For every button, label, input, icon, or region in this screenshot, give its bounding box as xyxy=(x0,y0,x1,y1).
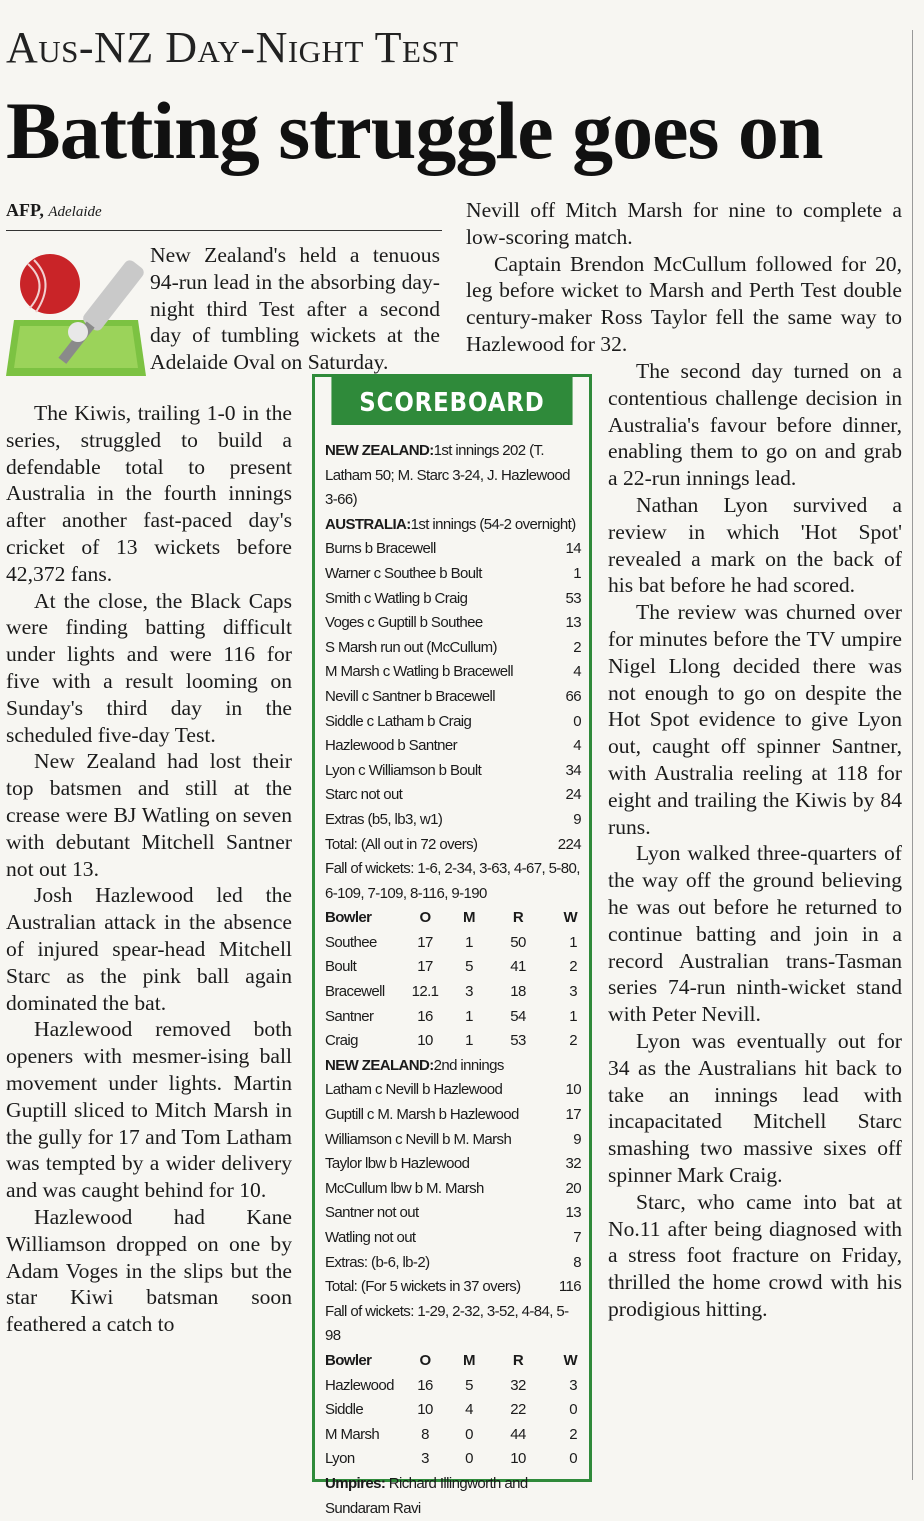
bowling-header xyxy=(325,906,581,931)
bowling-cell: Craig xyxy=(325,1032,358,1050)
batsman-runs: 4 xyxy=(573,737,581,755)
batsman-name: Smith c Watling b Craig xyxy=(325,589,468,607)
bowling-cell: 3 xyxy=(421,1450,429,1468)
batting-row xyxy=(325,562,581,587)
batting-row xyxy=(325,808,581,833)
batsman-runs: 7 xyxy=(573,1229,581,1246)
paragraph: New Zealand had lost their top batsmen and still at the crease were BJ Watling on seven with debutant Mitchell Santner not out 13. xyxy=(6,749,292,881)
bowling-row xyxy=(325,931,581,956)
batting-row xyxy=(325,1103,581,1128)
bowling-cell: 41 xyxy=(510,958,526,976)
header-cell: W xyxy=(563,909,577,927)
kicker: Aus-NZ Day-Night Test xyxy=(6,23,459,72)
batsman-runs: 24 xyxy=(565,786,581,804)
headline: Batting struggle goes on xyxy=(6,85,823,176)
batsman-runs: 32 xyxy=(565,1155,581,1173)
batsman-name: Latham c Nevill b Hazlewood xyxy=(325,1081,503,1099)
batsman-name: Extras (b5, lb3, w1) xyxy=(325,810,443,828)
bowling-cell: Santner xyxy=(325,1007,374,1025)
batsman-runs: 9 xyxy=(573,810,581,828)
innings-summary: 2nd innings xyxy=(433,1056,504,1074)
bowling-cell: Lyon xyxy=(325,1450,355,1468)
lead-paragraph xyxy=(150,242,440,376)
header-cell: M xyxy=(463,1351,475,1369)
umpires xyxy=(325,1472,581,1521)
umpires-names: Richard Illingworth and Sundaram Ravi xyxy=(325,1474,528,1517)
scoreboard-title: SCOREBOARD xyxy=(331,377,572,425)
nz-fall-of-wickets: Fall of wickets: 1-29, 2-32, 3-52, 4-84, 5-98 xyxy=(325,1302,569,1345)
bowling-cell: 53 xyxy=(510,1032,526,1050)
bowling-cell: 18 xyxy=(510,983,526,1001)
nz-bowling-table xyxy=(325,931,581,1054)
column-rule xyxy=(912,30,913,1480)
bowling-cell: 1 xyxy=(465,1007,473,1025)
batsman-name: Santner not out xyxy=(325,1204,419,1222)
bowling-cell: 0 xyxy=(569,1450,577,1468)
batsman-runs: 8 xyxy=(573,1253,581,1271)
batsman-name: Extras: (b-6, lb-2) xyxy=(325,1253,430,1271)
batsman-name: Williamson c Nevill b M. Marsh xyxy=(325,1130,512,1148)
bowling-cell: 2 xyxy=(569,1032,577,1050)
batting-row xyxy=(325,759,581,784)
bowling-header xyxy=(325,1349,581,1374)
paragraph: Hazlewood removed both openers with mesmer-ising ball movement under lights. Martin Guptill sliced to Mitch Marsh in the gully for 17 and Tom Latham was tempted by a wider delivery and was caught behind for 10. xyxy=(6,1017,292,1203)
bowling-cell: 3 xyxy=(569,1376,577,1394)
bowling-cell: 12.1 xyxy=(411,983,439,1001)
nz-second-innings-heading xyxy=(325,1054,581,1079)
batsman-runs: 17 xyxy=(565,1106,581,1124)
batsman-name: Total: (All out in 72 overs) xyxy=(325,835,478,853)
cricket-ball-and-bat-icon xyxy=(6,248,146,376)
batsman-name: Nevill c Santner b Bracewell xyxy=(325,687,495,705)
bowling-cell: 8 xyxy=(421,1425,429,1443)
batting-row xyxy=(325,611,581,636)
paragraph: Lyon walked three-quarters of the way off the ground believing he was out before he returned to continue batting and join in a record Australian trans-Tasman series 74-run ninth-wicket stand with Peter Nevill. xyxy=(608,841,902,1027)
batsman-name: Siddle c Latham b Craig xyxy=(325,712,472,730)
bowling-cell: 5 xyxy=(465,958,473,976)
batting-row xyxy=(325,537,581,562)
batsman-name: S Marsh run out (McCullum) xyxy=(325,638,497,656)
bowling-cell: 4 xyxy=(465,1401,473,1419)
batsman-name: Warner c Southee b Boult xyxy=(325,564,482,582)
bowling-row xyxy=(325,1398,581,1423)
paragraph: Nathan Lyon survived a review in which 'Hot Spot' revealed a mark on the back of his bat before he had scored. xyxy=(608,492,902,598)
bowling-cell: Bracewell xyxy=(325,983,385,1001)
bowling-row xyxy=(325,1029,581,1054)
byline xyxy=(6,200,102,221)
article-column-3 xyxy=(608,358,902,1323)
batting-row xyxy=(325,710,581,735)
bowling-cell: Boult xyxy=(325,958,357,976)
header-cell: O xyxy=(419,1351,431,1369)
batsman-runs: 116 xyxy=(558,1278,581,1296)
header-cell: R xyxy=(512,1351,524,1369)
bowling-cell: Southee xyxy=(325,933,377,951)
batsman-runs: 13 xyxy=(565,614,581,632)
bowling-cell: 5 xyxy=(465,1376,473,1394)
bowling-cell: 44 xyxy=(510,1425,526,1443)
batsman-runs: 1 xyxy=(573,564,581,582)
batsman-name: Total: (For 5 wickets in 37 overs) xyxy=(325,1278,521,1296)
byline-place: Adelaide xyxy=(48,204,102,220)
bowling-cell: 0 xyxy=(465,1425,473,1443)
bowling-cell: 17 xyxy=(417,933,433,951)
team-label: NEW ZEALAND: xyxy=(325,442,434,459)
batsman-runs: 10 xyxy=(565,1081,581,1099)
batting-row xyxy=(325,833,581,858)
paragraph: Josh Hazlewood led the Australian attack in the absence of injured spear-head Mitchell Starc as the pink ball again dominated the bat. xyxy=(6,883,292,1015)
bowling-cell: Hazlewood xyxy=(325,1376,394,1394)
batting-row xyxy=(325,587,581,612)
header-cell: Bowler xyxy=(325,1351,372,1369)
batsman-runs: 66 xyxy=(565,687,581,705)
nz-batting-list xyxy=(325,1078,581,1299)
bowling-cell: 10 xyxy=(510,1450,526,1468)
team-label: NEW ZEALAND: xyxy=(325,1056,434,1074)
bowling-cell: 50 xyxy=(510,933,526,951)
batting-row xyxy=(325,1201,581,1226)
batting-row xyxy=(325,1128,581,1153)
scoreboard-body xyxy=(315,425,589,1521)
bowling-cell: 22 xyxy=(510,1401,526,1419)
batting-row xyxy=(325,1226,581,1251)
batsman-runs: 9 xyxy=(573,1130,581,1148)
article-column-2 xyxy=(466,197,902,358)
aus-batting-list xyxy=(325,537,581,857)
batsman-runs: 13 xyxy=(565,1204,581,1222)
bowling-cell: 0 xyxy=(569,1401,577,1419)
batsman-name: Watling not out xyxy=(325,1229,416,1246)
scoreboard-box xyxy=(312,374,592,1517)
bowling-row xyxy=(325,1447,581,1472)
header-cell: R xyxy=(512,909,524,927)
batting-row xyxy=(325,783,581,808)
bowling-cell: 2 xyxy=(569,958,577,976)
header-cell: O xyxy=(419,909,431,927)
bowling-cell: 2 xyxy=(569,1425,577,1443)
paragraph: Nevill off Mitch Marsh for nine to complete a low-scoring match. xyxy=(466,198,902,249)
bowling-cell: M Marsh xyxy=(325,1425,380,1443)
paragraph: The review was churned over for minutes before the TV umpire Nigel Llong decided there was not enough to go on despite the Hot Spot evidence to give Lyon out, caught off spinner Santner, with Australia reeling at 118 for eight and trailing the Kiwis by 84 runs. xyxy=(608,600,902,839)
bowling-cell: 1 xyxy=(569,933,577,951)
batsman-name: M Marsh c Watling b Bracewell xyxy=(325,663,513,681)
bowling-cell: 1 xyxy=(465,1032,473,1050)
paragraph: Hazlewood had Kane Williamson dropped on one by Adam Voges in the slips but the star Kiwi batsman soon feathered a catch to xyxy=(6,1204,292,1337)
byline-rule xyxy=(6,230,442,231)
batting-row xyxy=(325,685,581,710)
batsman-name: Hazlewood b Santner xyxy=(325,737,458,755)
batsman-runs: 4 xyxy=(573,663,581,681)
batsman-runs: 14 xyxy=(565,540,581,558)
aus-innings-heading xyxy=(325,513,581,538)
bowling-row xyxy=(325,1374,581,1399)
batting-row xyxy=(325,1152,581,1177)
batsman-runs: 53 xyxy=(565,589,581,607)
bowling-row xyxy=(325,955,581,980)
batsman-runs: 20 xyxy=(565,1179,581,1197)
header-cell: Bowler xyxy=(325,909,372,927)
bowling-cell: 3 xyxy=(569,983,577,1001)
batsman-runs: 0 xyxy=(573,712,581,730)
nz-first-innings xyxy=(325,439,581,513)
paragraph: The second day turned on a contentious challenge decision in Australia's favour before dinner, enabling them to go on and grab a 22-run innings lead. xyxy=(608,359,902,491)
bowling-cell: 16 xyxy=(417,1007,433,1025)
batting-row xyxy=(325,1251,581,1276)
byline-agency: AFP, xyxy=(6,200,44,220)
paragraph: Captain Brendon McCullum followed for 20, leg before wicket to Marsh and Perth Test double century-maker Ross Taylor fell the same way to Hazlewood for 32. xyxy=(466,251,902,356)
batting-row xyxy=(325,734,581,759)
header-cell: W xyxy=(563,1351,577,1369)
bowling-cell: 32 xyxy=(510,1376,526,1394)
batsman-name: Guptill c M. Marsh b Hazlewood xyxy=(325,1106,519,1124)
innings-summary: 1st innings (54-2 overnight) xyxy=(410,515,576,533)
batsman-name: Voges c Guptill b Southee xyxy=(325,614,483,632)
umpires-label: Umpires: xyxy=(325,1474,386,1492)
article-column-1 xyxy=(6,400,292,1338)
batsman-name: Burns b Bracewell xyxy=(325,540,436,558)
batsman-name: Lyon c Williamson b Boult xyxy=(325,761,482,779)
bowling-cell: 10 xyxy=(417,1401,433,1419)
innings-summary: 1st innings 202 (T. Latham 50; M. Starc 3-24, J. Hazlewood 3-66) xyxy=(325,442,570,509)
team-label: AUSTRALIA: xyxy=(325,515,411,533)
batting-row xyxy=(325,636,581,661)
bowling-cell: 54 xyxy=(510,1007,526,1025)
batsman-runs: 34 xyxy=(565,761,581,779)
batsman-name: Starc not out xyxy=(325,786,403,804)
bowling-cell: 16 xyxy=(417,1376,433,1394)
aus-bowling-table xyxy=(325,1374,581,1472)
batsman-name: McCullum lbw b M. Marsh xyxy=(325,1179,484,1197)
lead-text: New Zealand's held a tenuous 94-run lead in the absorbing day-night third Test after a second day of tumbling wickets at the Adelaide Oval on Saturday. xyxy=(150,243,440,375)
batting-row xyxy=(325,660,581,685)
batsman-name: Taylor lbw b Hazlewood xyxy=(325,1155,470,1173)
bowling-cell: 10 xyxy=(417,1032,433,1050)
header-cell: M xyxy=(463,909,475,927)
aus-fall-of-wickets: Fall of wickets: 1-6, 2-34, 3-63, 4-67, 5-80, 6-109, 7-109, 8-116, 9-190 xyxy=(325,860,580,902)
bowling-cell: 0 xyxy=(465,1450,473,1468)
paragraph: Starc, who came into bat at No.11 after being diagnosed with a stress foot fracture on Friday, thrilled the home crowd with his prodigious hitting. xyxy=(608,1189,902,1321)
bowling-cell: 1 xyxy=(569,1007,577,1025)
bowling-cell: Siddle xyxy=(325,1401,364,1419)
paragraph: Lyon was eventually out for 34 as the Australians hit back to take an innings lead with incapacitated Mitchell Starc smashing two massive sixes off spinner Mark Craig. xyxy=(608,1028,902,1187)
bowling-row xyxy=(325,1005,581,1030)
paragraph: The Kiwis, trailing 1-0 in the series, struggled to build a defendable total to present Australia in the fourth innings after another fast-paced day's cricket of 13 wickets before 42,372 fans. xyxy=(6,401,292,586)
bowling-cell: 1 xyxy=(465,933,473,951)
batsman-runs: 224 xyxy=(557,835,581,853)
batting-row xyxy=(325,1078,581,1103)
bowling-row xyxy=(325,980,581,1005)
bowling-cell: 17 xyxy=(417,958,433,976)
bowling-cell: 3 xyxy=(465,983,473,1001)
bowling-row xyxy=(325,1423,581,1448)
batsman-runs: 2 xyxy=(573,638,581,656)
batting-row xyxy=(325,1275,581,1300)
paragraph: At the close, the Black Caps were finding batting difficult under lights and were 116 for five with a result looming on Sunday's third day in the scheduled five-day Test. xyxy=(6,588,292,747)
batting-row xyxy=(325,1177,581,1202)
